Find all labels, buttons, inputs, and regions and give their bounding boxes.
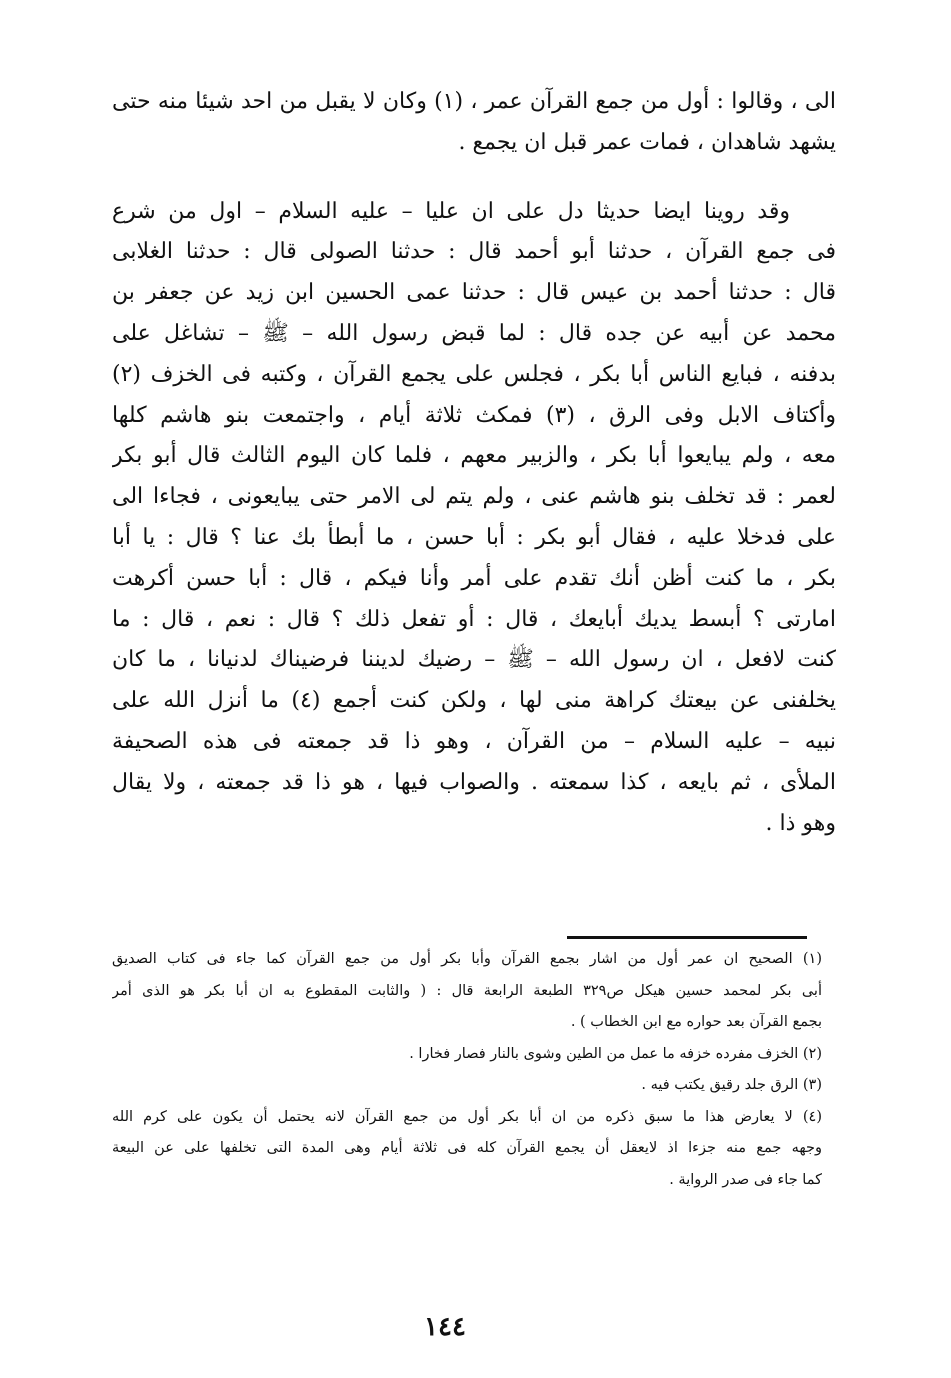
text-line: كنت لافعل ، ان رسول الله – ﷺ – رضيك لديننا فرضيناك لدنيانا ، ما كان xyxy=(112,647,836,673)
page-number: ١٤٤ xyxy=(424,1312,466,1342)
text-line: وهو ذا . xyxy=(765,810,836,836)
footnote-line: (٤) لا يعارض هذا ما سبق ذكره من ان أبا بكر أول من جمع القرآن لانه يحتمل أن يكون على كرم الله xyxy=(112,1108,822,1125)
text-line: يشهد شاهدان ، فمات عمر قبل ان يجمع . xyxy=(458,129,836,155)
text-line: وأكتاف الابل وفى الرق ، (٣) فمكث ثلاثة أيام ، واجتمعت بنو هاشم كلها xyxy=(112,402,836,428)
footnote-line: وجهه جمع منه جزءا اذ لايعقل أن يجمع القرآن كله فى ثلاثة أيام وهى المدة التى تخلفها على عن البيعة xyxy=(112,1140,822,1156)
text-line: معه ، ولم يبايعوا أبا بكر ، والزبير معهم ، فلما كان اليوم الثالث قال أبو بكر xyxy=(112,443,836,469)
footnote-divider xyxy=(567,936,807,939)
text-line: قال : حدثنا أحمد بن عيس قال : حدثنا عمى الحسين ابن زيد عن جعفر بن xyxy=(112,280,836,306)
text-line: فى جمع القرآن ، حدثنا أبو أحمد قال : حدثنا الصولى قال : حدثنا الغلابى xyxy=(112,239,836,265)
main-text xyxy=(112,82,836,844)
footnote-line: كما جاء فى صدر الرواية . xyxy=(669,1171,822,1188)
footnotes xyxy=(112,944,822,1196)
text-line: يخلفنى عن بيعتك كراهة منى لها ، ولكن كنت أجمع (٤) ما أنزل الله على xyxy=(112,688,836,714)
text-line: وقد روينا ايضا حديثا دل على ان عليا – عليه السلام – اول من شرع xyxy=(112,198,790,224)
footnote-line: أبى بكر لمحمد حسين هيكل ص٣٢٩ الطبعة الرابعة قال : ( والثابت المقطوع به ان أبا بكر هو الذى أمر xyxy=(112,982,822,999)
footnote-line: بجمع القرآن بعد حواره مع ابن الخطاب ) . xyxy=(570,1014,822,1030)
text-line: على فدخلا عليه ، فقال أبو بكر : أبا حسن ، ما أبطأ بك عنا ؟ قال : يا أبا xyxy=(112,524,836,550)
footnote-line: (١) الصحيح ان عمر أول من اشار بجمع القرآن وأبا بكر أول من جمع القرآن كما جاء فى كتاب الصديق xyxy=(112,951,822,967)
text-line: بدفنه ، فبايع الناس أبا بكر ، فجلس على يجمع القرآن ، وكتبه فى الخزف (٢) xyxy=(112,361,836,387)
text-line: الملأى ، ثم بايعه ، كذا سمعته . والصواب فيها ، هو ذا قد جمعته ، ولا يقال xyxy=(112,769,836,795)
text-line: بكر ، ما كنت أظن أنك تقدم على أمر وأنا فيكم ، قال : أبا حسن أكرهت xyxy=(112,565,836,591)
text-line: محمد عن أبيه عن جده قال : لما قبض رسول الله – ﷺ – تشاغل على xyxy=(112,320,836,346)
text-line: نبيه – عليه السلام – من القرآن ، وهو ذا قد جمعته فى هذه الصحيفة xyxy=(112,728,836,754)
footnote-line: (٢) الخزف مفرده خزفه ما عمل من الطين وشوى بالنار فصار فخارا . xyxy=(409,1045,822,1062)
paragraph-gap xyxy=(112,164,836,192)
text-line: الى ، وقالوا : أول من جمع القرآن عمر ، (١) وكان لا يقبل من احد شيئا منه حتى xyxy=(112,89,836,114)
text-line: لعمر : قد تخلف بنو هاشم عنى ، ولم يتم لى الامر حتى يبايعونى ، فجاءا الى xyxy=(112,484,836,510)
footnote-line: (٣) الرق جلد رقيق يكتب فيه . xyxy=(641,1077,822,1093)
text-line: امارتى ؟ أبسط يديك أبايعك ، قال : أو تفعل ذلك ؟ قال : نعم ، قال : ما xyxy=(112,606,836,632)
